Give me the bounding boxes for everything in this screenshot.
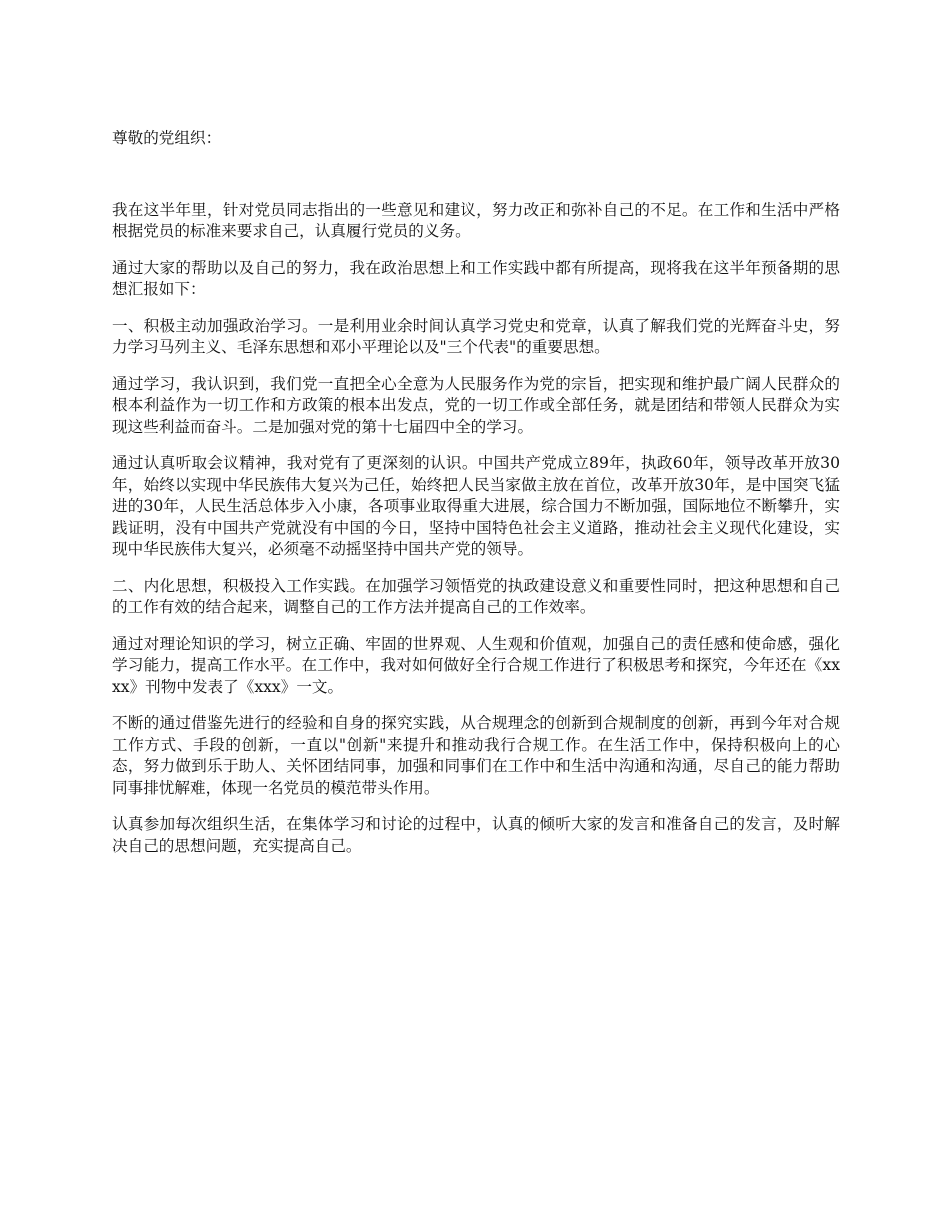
salutation: 尊敬的党组织： (112, 129, 222, 147)
paragraph-1: 我在这半年里，针对党员同志指出的一些意见和建议，努力改正和弥补自己的不足。在工作和生活中严格根据党员的标准来要求自己，认真履行党员的义务。 (112, 200, 840, 240)
paragraph-8: 不断的通过借鉴先进行的经验和自身的探究实践，从合规理念的创新到合规制度的创新，再到今年对合规工作方式、手段的创新，一直以"创新"来提升和推动我行合规工作。在生活工作中，保持积极向上的心态，努力做到乐于助人、关怀团结同事，加强和同事们在工作中和生活中沟通和沟通，尽自己的能力帮助同事排忧解难，体现一名党员的模范带头作用。 (112, 714, 840, 797)
paragraph-2: 通过大家的帮助以及自己的努力，我在政治思想上和工作实践中都有所提高，现将我在这半年预备期的思想汇报如下： (112, 258, 840, 298)
paragraph-5: 通过认真听取会议精神，我对党有了更深刻的认识。中国共产党成立89年，执政60年，领导改革开放30年，始终以实现中华民族伟大复兴为己任，始终把人民当家做主放在首位，改革开放30年，是中国突飞猛进的30年，人民生活总体步入小康，各项事业取得重大进展，综合国力不断加强，国际地位不断攀升，实践证明，没有中国共产党就没有中国的今日，坚持中国特色社会主义道路，推动社会主义现代化建设，实现中华民族伟大复兴，必须毫不动摇坚持中国共产党的领导。 (112, 454, 840, 558)
paragraph-4: 通过学习，我认识到，我们党一直把全心全意为人民服务作为党的宗旨，把实现和维护最广阔人民群众的根本利益作为一切工作和方政策的根本出发点，党的一切工作或全部任务，就是团结和带领人民群众为实现这些利益而奋斗。二是加强对党的第十七届四中全的学习。 (112, 374, 840, 436)
document-body (112, 118, 840, 872)
paragraph-9: 认真参加每次组织生活，在集体学习和讨论的过程中，认真的倾听大家的发言和准备自己的发言，及时解决自己的思想问题，充实提高自己。 (112, 815, 840, 855)
paragraph-7: 通过对理论知识的学习，树立正确、牢固的世界观、人生观和价值观，加强自己的责任感和使命感，强化学习能力，提高工作水平。在工作中，我对如何做好全行合规工作进行了积极思考和探究，今年还在《xxxx》刊物中发表了《xxx》一文。 (112, 634, 840, 696)
paragraph-6: 二、内化思想，积极投入工作实践。在加强学习领悟党的执政建设意义和重要性同时，把这种思想和自己的工作有效的结合起来，调整自己的工作方法并提高自己的工作效率。 (112, 576, 840, 616)
paragraph-3: 一、积极主动加强政治学习。一是利用业余时间认真学习党史和党章，认真了解我们党的光辉奋斗史，努力学习马列主义、毛泽东思想和邓小平理论以及"三个代表"的重要思想。 (112, 316, 840, 356)
